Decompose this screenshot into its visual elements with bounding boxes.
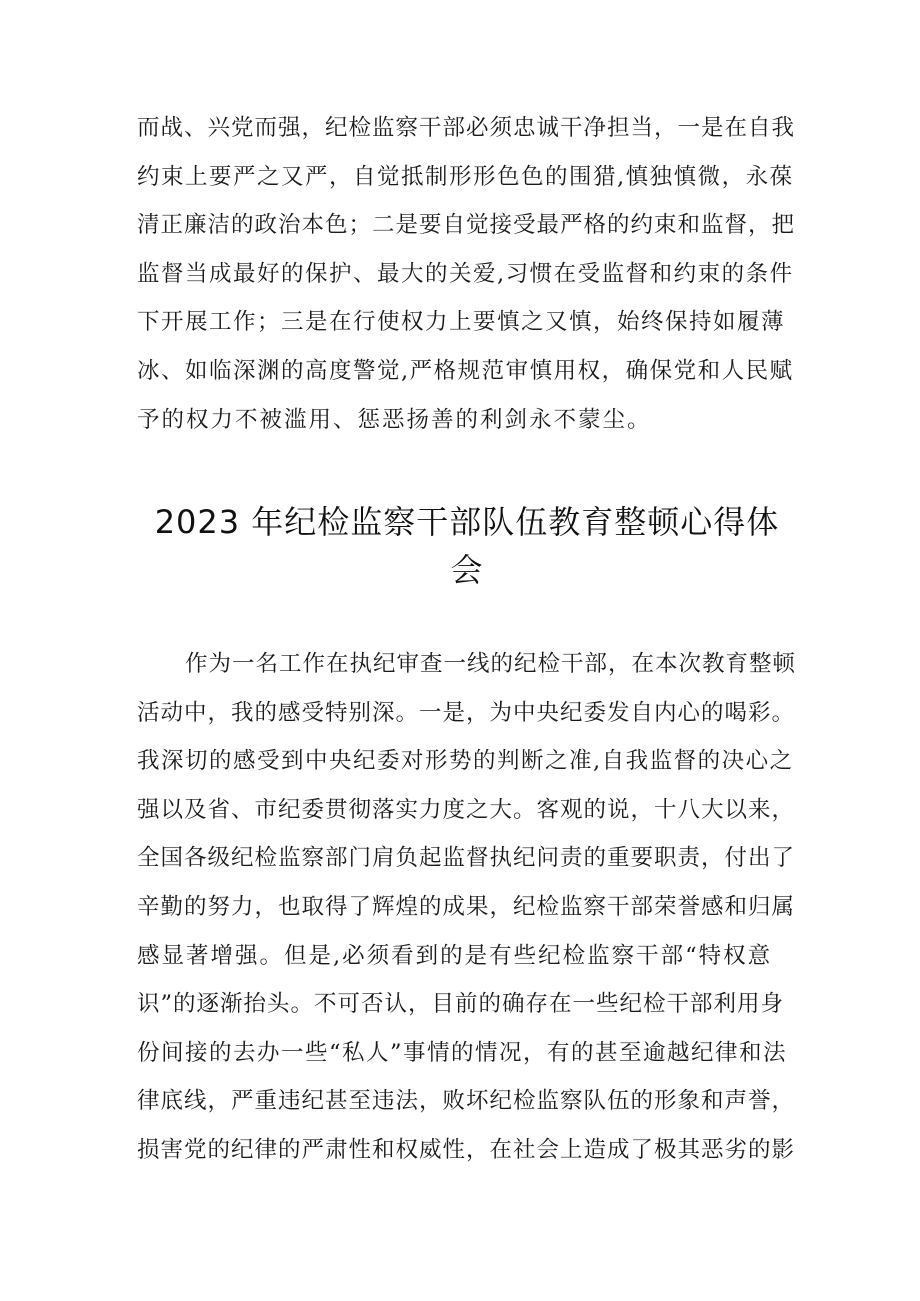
text-line: 辛勤的努力，也取得了辉煌的成果，纪检监察干部荣誉感和归属 <box>137 893 796 920</box>
text-line: 清正廉洁的政治本色；二是要自觉接受最严格的约束和监督，把 <box>137 212 796 239</box>
text-line: 作为一名工作在执纪审查一线的纪检干部，在本次教育整顿 <box>185 651 797 677</box>
body-paragraph-2 <box>137 640 797 1175</box>
text-line: 而战、兴党而强，纪检监察干部必须忠诚干净担当，一是在自我 <box>137 115 796 141</box>
text-line: 识”的逐渐抬头。不可否认，目前的确存在一些纪检干部利用身 <box>137 991 785 1018</box>
title-line: 会 <box>450 551 484 589</box>
text-line: 强以及省、市纪委贯彻落实力度之大。客观的说，十八大以来， <box>137 796 796 823</box>
document-title <box>137 498 797 594</box>
title-line: 2023 年纪检监察干部队伍教育整顿心得体 <box>154 503 780 541</box>
text-line: 律底线，严重违纪甚至违法，败坏纪检监察队伍的形象和声誉， <box>137 1088 796 1115</box>
text-line: 全国各级纪检监察部门肩负起监督执纪问责的重要职责，付出了 <box>137 845 796 872</box>
text-line: 监督当成最好的保护、最大的关爱,习惯在受监督和约束的条件 <box>137 260 794 287</box>
text-line: 我深切的感受到中央纪委对形势的判断之准,自我监督的决心之 <box>137 748 794 775</box>
text-line: 予的权力不被滥用、惩恶扬善的利剑永不蒙尘。 <box>137 406 652 433</box>
body-paragraph-1 <box>137 104 797 444</box>
text-line: 下开展工作；三是在行使权力上要慎之又慎，始终保持如履薄 <box>137 309 786 336</box>
text-line: 约束上要严之又严，自觉抵制形形色色的围猎,慎独慎微，永葆 <box>137 163 794 190</box>
text-line: 活动中，我的感受特别深。一是，为中央纪委发自内心的喝彩。 <box>137 699 796 726</box>
text-line: 损害党的纪律的严肃性和权威性，在社会上造成了极其恶劣的影 <box>137 1136 796 1163</box>
text-line: 冰、如临深渊的高度警觉,严格规范审慎用权，确保党和人民赋 <box>137 357 794 384</box>
text-line: 感显著增强。但是,必须看到的是有些纪检监察干部“特权意 <box>137 942 773 969</box>
text-line: 份间接的去办一些“私人”事情的情况，有的甚至逾越纪律和法 <box>137 1039 788 1066</box>
